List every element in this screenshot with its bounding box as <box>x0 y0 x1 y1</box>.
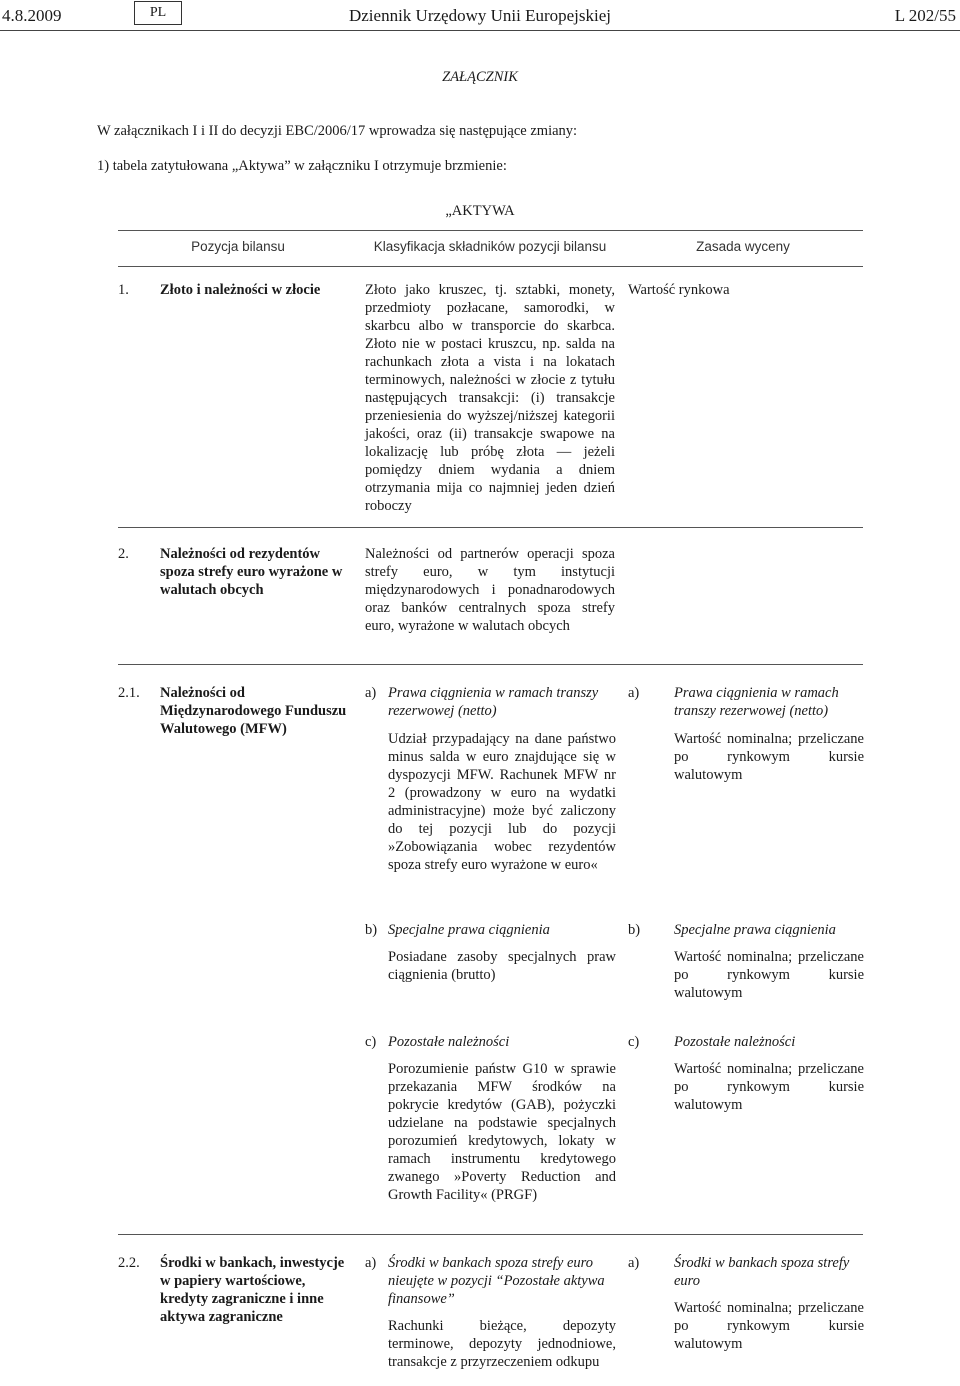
classification-text: Złoto jako kruszec, tj. sztabki, monety, przedmioty pozłacane, samorodki, w skarbcu albo w transporcie do skarbca. Złoto nie w postaci kruszcu, np. salda na rachunkach złota a vista i na lokatach terminowych, należności w złocie z tytułu następujących transakcji: (i) transakcje przeniesienia do wyższej/niższej kategorii jakości, oraz (ii) transakcje swapowe na lokalizację lub próbę złota — jeżeli pomiędzy dniem wydania a dniem otrzymania mija co najmniej jeden dzień roboczy <box>365 282 615 514</box>
subitem-description: Posiadane zasoby specjalnych praw ciągnienia (brutto) <box>388 949 616 983</box>
subitem-label: b) <box>365 922 378 938</box>
header-divider <box>0 30 960 31</box>
subitem-description: Porozumienie państw G10 w sprawie przekazania MFW środków na pokrycie kredytów (GAB), pożyczki udzielane na podstawie specjalnych porozumień kredytowych, lokaty w ramach instrumentu kredytowego zwanego »Poverty Reduction and Growth Facility« (PRGF) <box>388 1061 616 1203</box>
journal-title: Dziennik Urzędowy Unii Europejskiej <box>348 6 611 25</box>
subitem-label: a) <box>628 685 640 701</box>
valuation-description: Wartość nominalna; przeliczane po rynkowym kursie walutowym <box>674 1300 864 1352</box>
valuation-title: Środki w bankach spoza strefy euro <box>674 1255 850 1289</box>
subitem-label: a) <box>365 1255 377 1271</box>
subitem-title: Prawa ciągnienia w ramach transzy rezerwowej (netto) <box>388 685 599 719</box>
table-header-rule <box>118 266 863 267</box>
subitem-description: Udział przypadający na dane państwo minus salda w euro znajdujące się w dyspozycji MFW. Rachunek MFW nr 2 (prowadzony w euro na wydatki administracyjne) może być zaliczony do tej pozycji lub do pozycji »Zobowiązania wobec rezydentów spoza strefy euro wyrażone w euro« <box>388 731 616 873</box>
valuation-description: Wartość nominalna; przeliczane po rynkowym kursie walutowym <box>674 731 864 783</box>
valuation-description: Wartość nominalna; przeliczane po rynkowym kursie walutowym <box>674 949 864 1001</box>
annex-title: ZAŁĄCZNIK <box>442 69 518 85</box>
page-header <box>0 0 960 34</box>
language-badge: PL <box>134 1 182 25</box>
subitem-label: c) <box>365 1034 377 1050</box>
subitem-title: Pozostałe należności <box>388 1034 510 1050</box>
row-number: 2.1. <box>118 685 140 701</box>
subitem-label: a) <box>628 1255 640 1271</box>
valuation-description: Wartość nominalna; przeliczane po rynkowym kursie walutowym <box>674 1061 864 1113</box>
page-reference: L 202/55 <box>894 6 956 25</box>
amendment-item-1: 1) tabela zatytułowana „Aktywa” w załączniku I otrzymuje brzmienie: <box>97 158 507 174</box>
balance-position: Środki w bankach, inwestycje w papiery wartościowe, kredyty zagraniczne i inne aktywa zagraniczne <box>160 1255 345 1325</box>
balance-position: Złoto i należności w złocie <box>160 282 321 298</box>
intro-paragraph: W załącznikach I i II do decyzji EBC/2006/17 wprowadza się następujące zmiany: <box>97 123 578 139</box>
valuation-title: Specjalne prawa ciągnienia <box>674 922 836 938</box>
subitem-label: b) <box>628 922 641 938</box>
column-header-valuation: Zasada wyceny <box>696 239 790 254</box>
table-top-rule <box>118 230 863 231</box>
balance-position: Należności od Międzynarodowego Funduszu Walutowego (MFW) <box>160 685 347 737</box>
row-number: 2. <box>118 546 129 562</box>
table-title: „AKTYWA <box>445 203 515 219</box>
row-divider <box>118 527 863 528</box>
subitem-label: a) <box>365 685 377 701</box>
valuation-title: Pozostałe należności <box>674 1034 796 1050</box>
column-header-position: Pozycja bilansu <box>191 239 285 254</box>
row-divider <box>118 664 863 665</box>
column-header-classification: Klasyfikacja składników pozycji bilansu <box>373 239 607 254</box>
subitem-title: Środki w bankach spoza strefy euro nieujęte w pozycji “Pozostałe aktywa finansowe” <box>388 1255 605 1307</box>
row-divider <box>118 1234 863 1235</box>
classification-text: Należności od partnerów operacji spoza strefy euro, w tym instytucji międzynarodowych i ponadnarodowych oraz banków centralnych spoza strefy euro, wyrażone w walutach obcych <box>365 546 615 634</box>
valuation-title: Prawa ciągnienia w ramach transzy rezerwowej (netto) <box>674 685 839 719</box>
row-number: 1. <box>118 282 129 298</box>
subitem-description: Rachunki bieżące, depozyty terminowe, depozyty jednodniowe, transakcje z przyrzeczeniem odkupu <box>388 1318 616 1370</box>
publication-date: 4.8.2009 <box>2 6 62 25</box>
row-number: 2.2. <box>118 1255 140 1271</box>
subitem-title: Specjalne prawa ciągnienia <box>388 922 550 938</box>
valuation-rule: Wartość rynkowa <box>628 282 730 298</box>
balance-position: Należności od rezydentów spoza strefy euro wyrażone w walutach obcych <box>160 546 343 598</box>
subitem-label: c) <box>628 1034 640 1050</box>
